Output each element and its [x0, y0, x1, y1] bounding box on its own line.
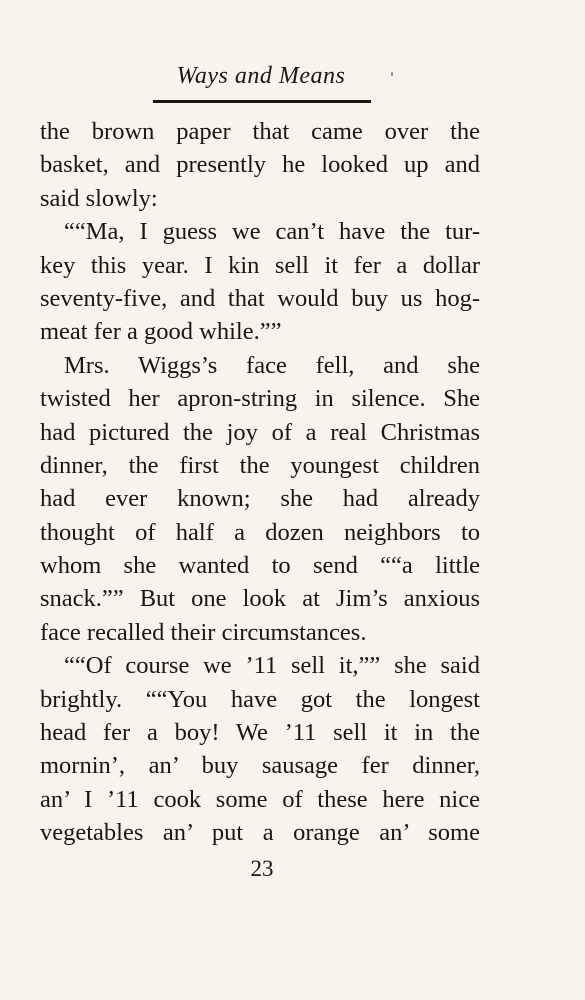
text-line: meat fer a good while.””: [40, 318, 282, 346]
header-rule: [153, 100, 371, 103]
text-line: basket, and presently he looked up and: [40, 151, 480, 179]
text-line: the brown paper that came over the: [40, 118, 480, 145]
text-line: mornin’, an’ buy sausage fer dinner,: [40, 752, 480, 780]
text-line: dinner, the first the youngest children: [40, 451, 480, 479]
text-line: seventy-five, and that would buy us hog-: [40, 284, 480, 312]
page-number: 23: [250, 856, 274, 881]
running-head-title: Ways and Means: [176, 63, 346, 89]
text-line: vegetables an’ put a orange an’ some: [40, 819, 480, 847]
text-line: had pictured the joy of a real Christmas: [40, 418, 480, 446]
text-line: head fer a boy! We ’11 sell it in the: [40, 719, 480, 747]
text-line: said slowly:: [40, 184, 158, 212]
text-line: Mrs. Wiggs’s face fell, and she: [64, 351, 480, 379]
text-line: twisted her apron-string in silence. She: [40, 385, 480, 413]
text-line: key this year. I kin sell it fer a dollar: [40, 251, 480, 279]
text-line: snack.”” But one look at Jim’s anxious: [40, 585, 480, 613]
text-line: ““Ma, I guess we can’t have the tur-: [64, 218, 480, 246]
print-speck: [391, 72, 393, 76]
text-line: brightly. ““You have got the longest: [40, 685, 480, 713]
text-line: whom she wanted to send ““a little: [40, 552, 480, 580]
text-line: had ever known; she had already: [40, 485, 480, 513]
body-text: [40, 115, 480, 850]
text-line: an’ I ’11 cook some of these here nice: [40, 785, 480, 813]
text-line: ““Of course we ’11 sell it,”” she said: [64, 652, 480, 680]
text-line: thought of half a dozen neighbors to: [40, 518, 480, 546]
text-line: face recalled their circumstances.: [40, 618, 367, 646]
